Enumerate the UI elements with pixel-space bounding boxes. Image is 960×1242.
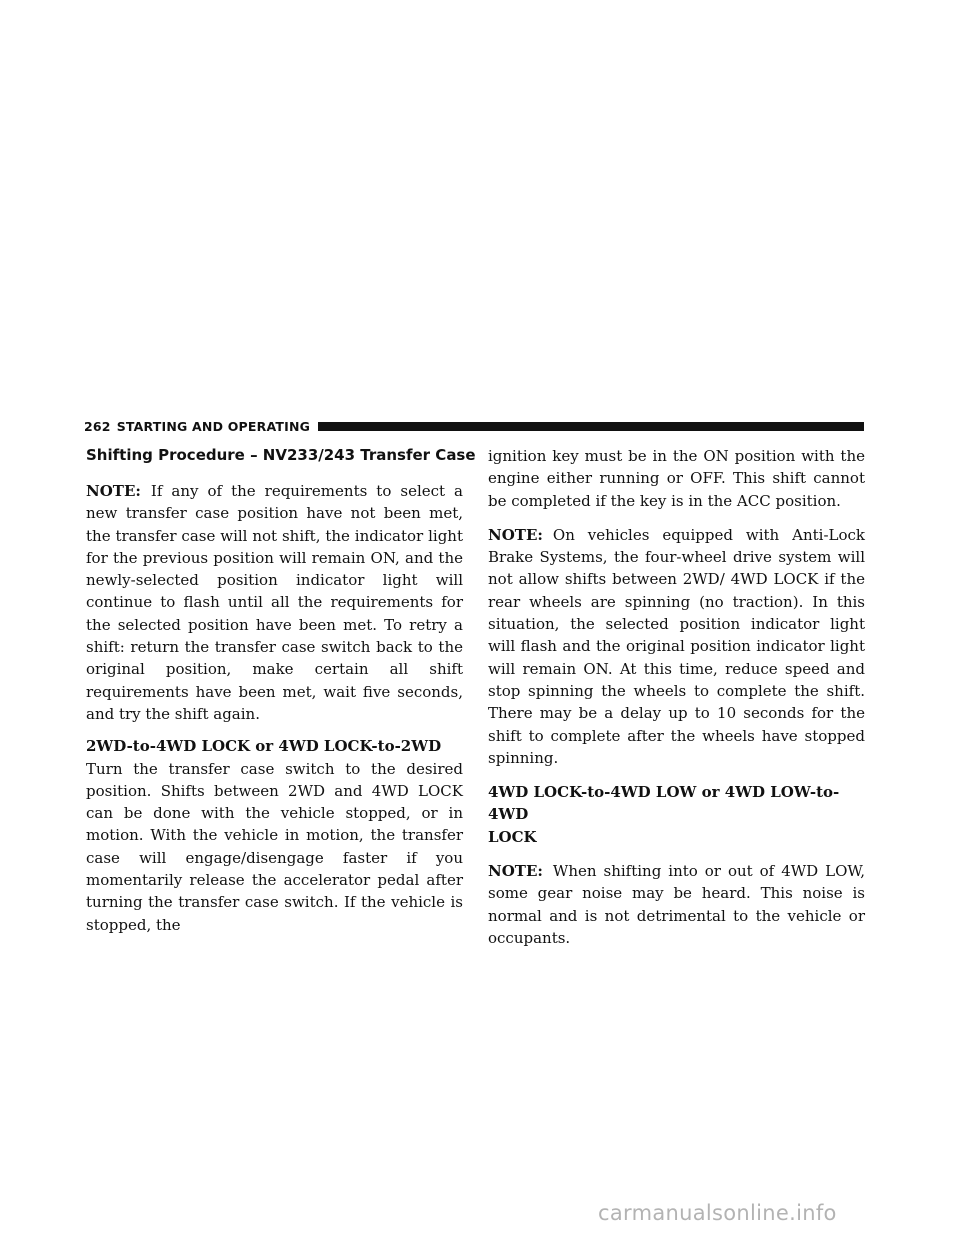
- note-text: When shifting into or out of 4WD LOW, some gear noise may be heard. This noise is normal and is not detrimental to the vehicle or occupants.: [488, 862, 865, 947]
- subheading-line-1: 4WD LOCK-to-4WD LOW or 4WD LOW-to-4WD: [488, 783, 840, 824]
- note-text: On vehicles equipped with Anti-Lock Brake Systems, the four-wheel drive system will not allow shifts between 2WD/ 4WD LOCK if the rear wheels are spinning (no traction). In this situation, the selected position indicator light will flash and the original position indicator light will remain ON. At this time, reduce speed and stop spinning the wheels to complete the shift. There may be a delay up to 10 seconds for the shift to complete after the wheels have stopped spinning.: [488, 525, 865, 767]
- right-column: [488, 445, 865, 949]
- note-label: NOTE:: [488, 862, 543, 881]
- watermark-link[interactable]: carmanualsonline.info: [598, 1201, 837, 1225]
- left-column: [86, 444, 476, 936]
- note-text: If any of the requirements to select a new transfer case position have not been met, the transfer case will not shift, the indicator light for the previous position will remain ON, and the newly-selected position indicator light will continue to flash until all the requirements for the selected position have been met. To retry a shift: return the transfer case switch back to the original position, make certain all shift requirements have been met, wait five seconds, and try the shift again.: [86, 482, 463, 723]
- note-paragraph-3: [488, 860, 865, 949]
- body-paragraph-1-continued: ignition key must be in the ON position with the engine either running or OFF. This shift cannot be completed if the key is in the ACC position.: [488, 447, 865, 510]
- subheading-2wd-4wd-lock: 2WD-to-4WD LOCK or 4WD LOCK-to-2WD: [86, 737, 442, 756]
- page-number: 262: [84, 418, 111, 434]
- page-header: [84, 418, 864, 434]
- header-rule: [318, 422, 864, 431]
- note-label: NOTE:: [86, 482, 141, 500]
- subheading-4wd-lock-low: [488, 781, 865, 848]
- section-title: STARTING AND OPERATING: [116, 418, 311, 434]
- section-heading: Shifting Procedure – NV233/243 Transfer Case: [86, 446, 476, 464]
- note-paragraph-2: [488, 524, 865, 769]
- note-paragraph-1: [86, 480, 463, 725]
- note-label: NOTE:: [488, 525, 543, 544]
- body-paragraph-1: Turn the transfer case switch to the desired position. Shifts between 2WD and 4WD LOCK can be done with the vehicle stopped, or in motion. With the vehicle in motion, the transfer case will engage/disengage faster if you momentarily release the accelerator pedal after turning the transfer case switch. If the vehicle is stopped, the: [86, 759, 463, 934]
- subheading-line-2: LOCK: [488, 827, 537, 846]
